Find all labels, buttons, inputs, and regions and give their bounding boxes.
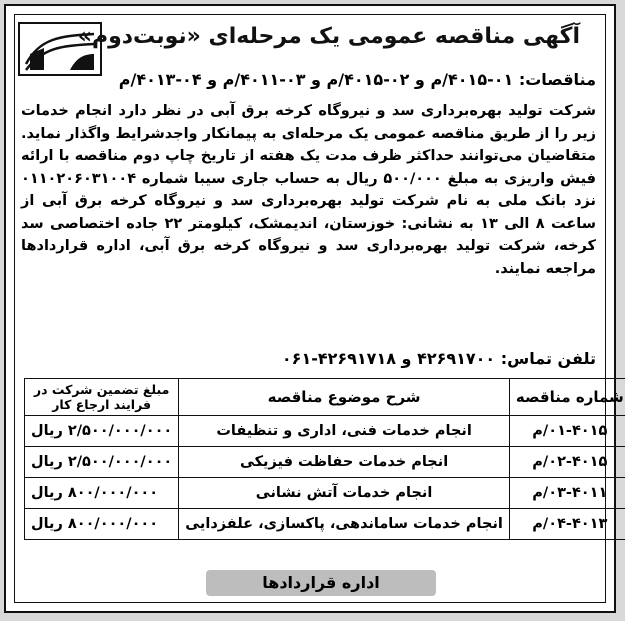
header-subject: شرح موضوع مناقصه — [179, 379, 510, 416]
tender-subject-cell: انجام خدمات ساماندهی، پاکسازی، علفزدایی — [179, 509, 510, 540]
header-number: شماره مناقصه — [509, 379, 625, 416]
tender-amount-cell: ۸۰۰/۰۰۰/۰۰۰ ریال — [25, 509, 179, 540]
tender-subject-cell: انجام خدمات آتش نشانی — [179, 478, 510, 509]
tender-numbers: مناقصات: ۰۱-۴۰۱۵/م و ۰۲-۴۰۱۵/م و ۰۳-۴۰۱۱/م و ۰۴-۴۰۱۳/م — [118, 70, 596, 89]
tender-table — [24, 378, 625, 540]
contracts-department-banner: اداره قراردادها — [206, 570, 436, 596]
tender-number-cell: ۰۴-۴۰۱۳/م — [509, 509, 625, 540]
table-header-row — [25, 379, 625, 416]
advertisement-page — [4, 4, 624, 613]
tender-subject-cell: انجام خدمات فنی، اداری و تنظیفات — [179, 416, 510, 447]
header-amount: مبلغ تضمین شرکت در فرایند ارجاع کار — [25, 379, 179, 416]
ad-body-text: شرکت تولید بهره‌برداری سد و نیروگاه کرخه برق آبی در نظر دارد انجام خدمات زیر را از طریق مناقصه عمومی یک مرحله‌ای به پیمانکار واجدشرایط واگذار نماید. متقاضیان می‌توانند حداکثر ظرف مدت یک هفته از تاریخ چاپ دوم مناقصه با ارائه فیش واریزی به مبلغ ۵۰۰/۰۰۰ ریال به حساب جاری سیبا شماره ۰۱۱۰۲۰۶۰۳۱۰۰۴ نزد بانک ملی به نام شرکت تولید بهره‌برداری سد و نیروگاه کرخه برق آبی از ساعت ۸ الی ۱۳ به نشانی: خوزستان، اندیمشک، کیلومتر ۲۲ جاده اختصاصی سد کرخه، شرکت تولید بهره‌برداری سد و نیروگاه کرخه برق آبی، اداره قراردادها مراجعه نمایند. — [21, 103, 597, 277]
tender-number-cell: ۰۱-۴۰۱۵/م — [509, 416, 625, 447]
tender-amount-cell: ۲/۵۰۰/۰۰۰/۰۰۰ ریال — [25, 447, 179, 478]
ad-title: آگهی مناقصه عمومی یک مرحله‌ای «نوبت‌دوم» — [77, 24, 580, 49]
tender-subject-cell: انجام خدمات حفاظت فیزیکی — [179, 447, 510, 478]
tender-amount-cell: ۲/۵۰۰/۰۰۰/۰۰۰ ریال — [25, 416, 179, 447]
tender-number-cell: ۰۳-۴۰۱۱/م — [509, 478, 625, 509]
contact-phone: تلفن تماس: ۴۲۶۹۱۷۰۰ و ۴۲۶۹۱۷۱۸-۰۶۱ — [281, 349, 596, 368]
table-row — [25, 509, 625, 540]
table-row — [25, 416, 625, 447]
table-row — [25, 447, 625, 478]
tender-amount-cell: ۸۰۰/۰۰۰/۰۰۰ ریال — [25, 478, 179, 509]
table-row — [25, 478, 625, 509]
tender-number-cell: ۰۲-۴۰۱۵/م — [509, 447, 625, 478]
